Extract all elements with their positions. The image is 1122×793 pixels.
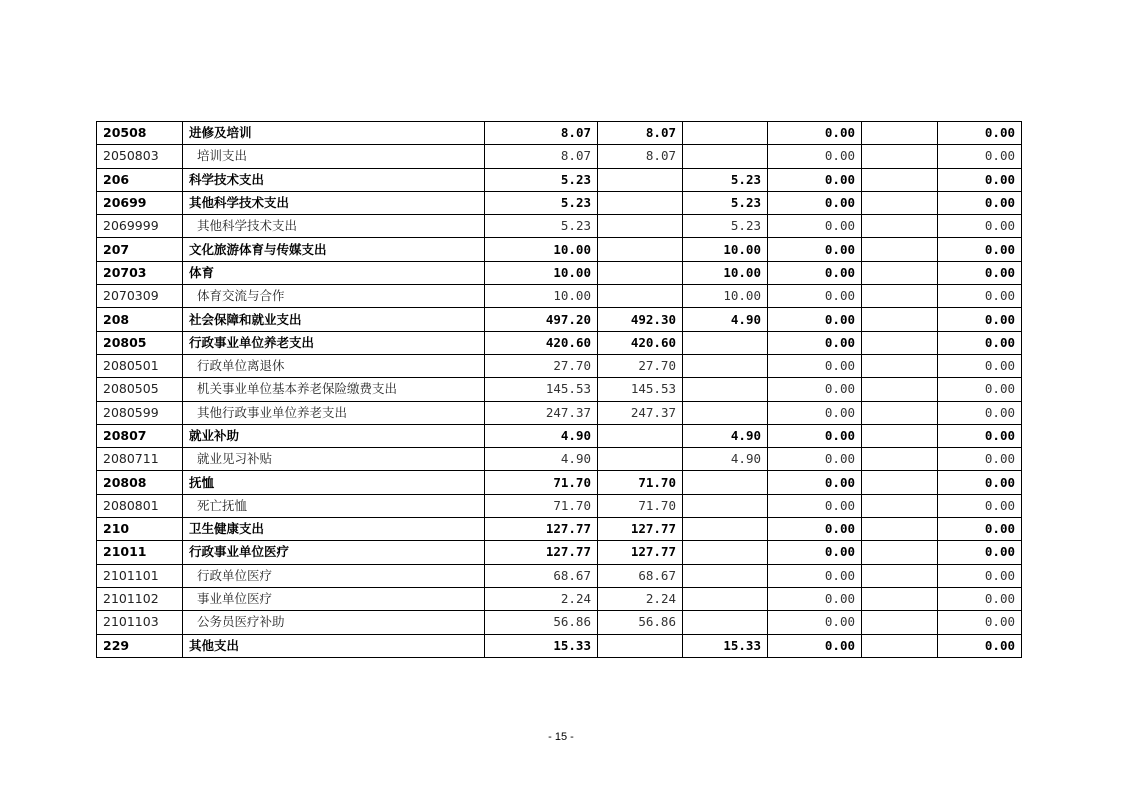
- cell-col6: 0.00: [938, 238, 1022, 261]
- cell-project: [683, 587, 768, 610]
- cell-col4: 0.00: [768, 378, 862, 401]
- cell-col4: 0.00: [768, 401, 862, 424]
- cell-col5: [862, 238, 938, 261]
- cell-col5: [862, 401, 938, 424]
- table-row: [97, 308, 1022, 331]
- cell-basic: 56.86: [598, 611, 683, 634]
- cell-basic: 71.70: [598, 471, 683, 494]
- table-row: [97, 145, 1022, 168]
- cell-col5: [862, 494, 938, 517]
- table-row: [97, 611, 1022, 634]
- cell-project: 5.23: [683, 215, 768, 238]
- cell-col5: [862, 331, 938, 354]
- cell-project: 4.90: [683, 448, 768, 471]
- cell-col5: [862, 354, 938, 377]
- cell-col6: 0.00: [938, 611, 1022, 634]
- table-row: [97, 448, 1022, 471]
- table-row: [97, 518, 1022, 541]
- table-row: [97, 168, 1022, 191]
- cell-code: 2080599: [97, 401, 183, 424]
- cell-name: 其他支出: [183, 634, 485, 657]
- cell-col4: 0.00: [768, 634, 862, 657]
- cell-basic: 492.30: [598, 308, 683, 331]
- cell-col4: 0.00: [768, 494, 862, 517]
- cell-basic: 8.07: [598, 122, 683, 145]
- table-row: [97, 564, 1022, 587]
- cell-basic: [598, 448, 683, 471]
- cell-col5: [862, 122, 938, 145]
- cell-name: 其他科学技术支出: [183, 191, 485, 214]
- cell-col6: 0.00: [938, 122, 1022, 145]
- cell-name: 社会保障和就业支出: [183, 308, 485, 331]
- table-row: [97, 331, 1022, 354]
- cell-code: 210: [97, 518, 183, 541]
- cell-total: 127.77: [485, 541, 598, 564]
- cell-col5: [862, 261, 938, 284]
- cell-col5: [862, 611, 938, 634]
- cell-project: [683, 471, 768, 494]
- cell-project: [683, 145, 768, 168]
- cell-name: 行政单位医疗: [183, 564, 485, 587]
- cell-project: 5.23: [683, 191, 768, 214]
- cell-name: 事业单位医疗: [183, 587, 485, 610]
- cell-col5: [862, 308, 938, 331]
- cell-col6: 0.00: [938, 634, 1022, 657]
- cell-code: 2080801: [97, 494, 183, 517]
- cell-name: 其他科学技术支出: [183, 215, 485, 238]
- cell-name: 体育: [183, 261, 485, 284]
- cell-col5: [862, 191, 938, 214]
- cell-total: 8.07: [485, 145, 598, 168]
- cell-col4: 0.00: [768, 611, 862, 634]
- cell-col6: 0.00: [938, 541, 1022, 564]
- table-row: [97, 354, 1022, 377]
- cell-total: 10.00: [485, 261, 598, 284]
- cell-basic: [598, 191, 683, 214]
- cell-col4: 0.00: [768, 191, 862, 214]
- cell-basic: [598, 634, 683, 657]
- table-row: [97, 541, 1022, 564]
- table-row: [97, 122, 1022, 145]
- cell-code: 229: [97, 634, 183, 657]
- cell-col4: 0.00: [768, 122, 862, 145]
- cell-code: 20703: [97, 261, 183, 284]
- cell-col5: [862, 541, 938, 564]
- cell-name: 公务员医疗补助: [183, 611, 485, 634]
- cell-name: 文化旅游体育与传媒支出: [183, 238, 485, 261]
- expenditure-table: [96, 121, 1022, 658]
- cell-col4: 0.00: [768, 424, 862, 447]
- table-row: [97, 238, 1022, 261]
- cell-col6: 0.00: [938, 354, 1022, 377]
- cell-col5: [862, 518, 938, 541]
- cell-basic: 127.77: [598, 541, 683, 564]
- cell-project: [683, 378, 768, 401]
- cell-total: 5.23: [485, 168, 598, 191]
- cell-project: 4.90: [683, 308, 768, 331]
- table-row: [97, 191, 1022, 214]
- table-row: [97, 587, 1022, 610]
- cell-name: 就业见习补贴: [183, 448, 485, 471]
- cell-col6: 0.00: [938, 471, 1022, 494]
- cell-basic: [598, 238, 683, 261]
- cell-col5: [862, 285, 938, 308]
- cell-code: 2080505: [97, 378, 183, 401]
- cell-col4: 0.00: [768, 541, 862, 564]
- cell-project: [683, 541, 768, 564]
- cell-basic: 27.70: [598, 354, 683, 377]
- cell-col6: 0.00: [938, 168, 1022, 191]
- cell-total: 4.90: [485, 424, 598, 447]
- page-number: - 15 -: [548, 731, 574, 743]
- table-row: [97, 494, 1022, 517]
- cell-total: 68.67: [485, 564, 598, 587]
- cell-code: 207: [97, 238, 183, 261]
- cell-project: 10.00: [683, 261, 768, 284]
- cell-total: 27.70: [485, 354, 598, 377]
- cell-col4: 0.00: [768, 261, 862, 284]
- cell-name: 就业补助: [183, 424, 485, 447]
- cell-col5: [862, 448, 938, 471]
- cell-col4: 0.00: [768, 308, 862, 331]
- cell-code: 20508: [97, 122, 183, 145]
- cell-total: 56.86: [485, 611, 598, 634]
- table-row: [97, 261, 1022, 284]
- cell-basic: 247.37: [598, 401, 683, 424]
- cell-name: 抚恤: [183, 471, 485, 494]
- cell-col4: 0.00: [768, 587, 862, 610]
- cell-name: 死亡抚恤: [183, 494, 485, 517]
- cell-project: 15.33: [683, 634, 768, 657]
- cell-project: [683, 564, 768, 587]
- cell-col4: 0.00: [768, 238, 862, 261]
- cell-col6: 0.00: [938, 215, 1022, 238]
- cell-col5: [862, 215, 938, 238]
- cell-col6: 0.00: [938, 145, 1022, 168]
- cell-project: [683, 494, 768, 517]
- cell-basic: [598, 285, 683, 308]
- cell-col6: 0.00: [938, 285, 1022, 308]
- cell-basic: 2.24: [598, 587, 683, 610]
- cell-project: 10.00: [683, 285, 768, 308]
- cell-project: [683, 331, 768, 354]
- cell-col5: [862, 424, 938, 447]
- cell-code: 2050803: [97, 145, 183, 168]
- cell-col4: 0.00: [768, 518, 862, 541]
- table-body: [97, 122, 1022, 658]
- table-row: [97, 378, 1022, 401]
- cell-name: 其他行政事业单位养老支出: [183, 401, 485, 424]
- cell-name: 机关事业单位基本养老保险缴费支出: [183, 378, 485, 401]
- cell-code: 208: [97, 308, 183, 331]
- cell-col5: [862, 378, 938, 401]
- cell-total: 127.77: [485, 518, 598, 541]
- cell-project: [683, 354, 768, 377]
- cell-code: 20805: [97, 331, 183, 354]
- cell-basic: [598, 168, 683, 191]
- cell-total: 15.33: [485, 634, 598, 657]
- cell-col5: [862, 145, 938, 168]
- cell-col4: 0.00: [768, 215, 862, 238]
- cell-col4: 0.00: [768, 145, 862, 168]
- cell-code: 206: [97, 168, 183, 191]
- cell-col5: [862, 168, 938, 191]
- cell-col6: 0.00: [938, 424, 1022, 447]
- cell-basic: 127.77: [598, 518, 683, 541]
- cell-project: [683, 122, 768, 145]
- cell-code: 2069999: [97, 215, 183, 238]
- cell-col5: [862, 471, 938, 494]
- cell-name: 卫生健康支出: [183, 518, 485, 541]
- cell-total: 5.23: [485, 215, 598, 238]
- cell-col4: 0.00: [768, 471, 862, 494]
- cell-code: 2080711: [97, 448, 183, 471]
- cell-name: 培训支出: [183, 145, 485, 168]
- cell-name: 行政事业单位医疗: [183, 541, 485, 564]
- cell-name: 行政单位离退休: [183, 354, 485, 377]
- cell-code: 2101102: [97, 587, 183, 610]
- cell-basic: 8.07: [598, 145, 683, 168]
- cell-project: [683, 611, 768, 634]
- cell-total: 2.24: [485, 587, 598, 610]
- cell-total: 10.00: [485, 285, 598, 308]
- table-row: [97, 401, 1022, 424]
- cell-project: [683, 401, 768, 424]
- cell-col6: 0.00: [938, 261, 1022, 284]
- cell-project: 10.00: [683, 238, 768, 261]
- cell-code: 20699: [97, 191, 183, 214]
- cell-basic: 71.70: [598, 494, 683, 517]
- table-row: [97, 471, 1022, 494]
- cell-col6: 0.00: [938, 564, 1022, 587]
- cell-total: 497.20: [485, 308, 598, 331]
- cell-col6: 0.00: [938, 331, 1022, 354]
- cell-col6: 0.00: [938, 448, 1022, 471]
- cell-col6: 0.00: [938, 191, 1022, 214]
- cell-col4: 0.00: [768, 354, 862, 377]
- cell-col6: 0.00: [938, 308, 1022, 331]
- cell-basic: 145.53: [598, 378, 683, 401]
- table-row: [97, 424, 1022, 447]
- cell-basic: [598, 261, 683, 284]
- cell-basic: [598, 215, 683, 238]
- cell-basic: 420.60: [598, 331, 683, 354]
- table-row: [97, 215, 1022, 238]
- cell-project: 4.90: [683, 424, 768, 447]
- cell-code: 2070309: [97, 285, 183, 308]
- table-row: [97, 634, 1022, 657]
- cell-total: 5.23: [485, 191, 598, 214]
- cell-code: 2101101: [97, 564, 183, 587]
- cell-total: 420.60: [485, 331, 598, 354]
- cell-col5: [862, 564, 938, 587]
- cell-project: [683, 518, 768, 541]
- cell-col6: 0.00: [938, 401, 1022, 424]
- cell-col4: 0.00: [768, 285, 862, 308]
- cell-col4: 0.00: [768, 168, 862, 191]
- cell-total: 71.70: [485, 471, 598, 494]
- cell-col5: [862, 634, 938, 657]
- cell-total: 4.90: [485, 448, 598, 471]
- cell-basic: 68.67: [598, 564, 683, 587]
- cell-col6: 0.00: [938, 587, 1022, 610]
- cell-total: 145.53: [485, 378, 598, 401]
- cell-total: 8.07: [485, 122, 598, 145]
- cell-col5: [862, 587, 938, 610]
- cell-col4: 0.00: [768, 564, 862, 587]
- cell-col6: 0.00: [938, 518, 1022, 541]
- cell-code: 21011: [97, 541, 183, 564]
- cell-col6: 0.00: [938, 494, 1022, 517]
- cell-col4: 0.00: [768, 331, 862, 354]
- cell-code: 2101103: [97, 611, 183, 634]
- cell-project: 5.23: [683, 168, 768, 191]
- cell-name: 体育交流与合作: [183, 285, 485, 308]
- cell-code: 20807: [97, 424, 183, 447]
- cell-col6: 0.00: [938, 378, 1022, 401]
- cell-col4: 0.00: [768, 448, 862, 471]
- cell-name: 进修及培训: [183, 122, 485, 145]
- cell-name: 行政事业单位养老支出: [183, 331, 485, 354]
- cell-code: 20808: [97, 471, 183, 494]
- cell-total: 10.00: [485, 238, 598, 261]
- cell-total: 247.37: [485, 401, 598, 424]
- table-row: [97, 285, 1022, 308]
- cell-code: 2080501: [97, 354, 183, 377]
- cell-basic: [598, 424, 683, 447]
- cell-total: 71.70: [485, 494, 598, 517]
- cell-name: 科学技术支出: [183, 168, 485, 191]
